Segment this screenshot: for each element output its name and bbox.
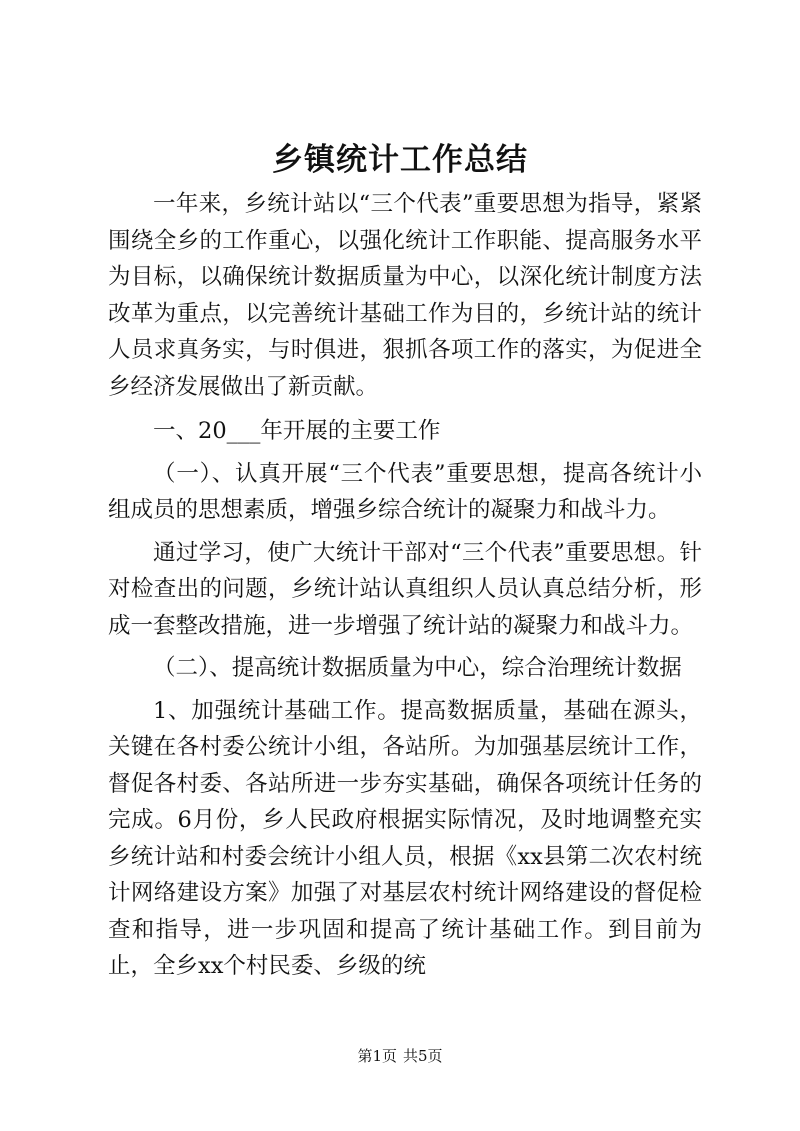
page-number-total: 共5页 <box>403 1047 443 1065</box>
intro-paragraph: 一年来，乡统计站以“三个代表”重要思想为指导，紧紧围绕全乡的工作重心，以强化统计工作职能、提高服务水平为目标，以确保统计数据质量为中心，以深化统计制度方法改革为重点，以完善统计基础工作为目的，乡统计站的统计人员求真务实，与时俱进，狠抓各项工作的落实，为促进全乡经济发展做出了新贡献。 <box>108 191 702 400</box>
subsection-heading-2: （二）、提高统计数据质量为中心，综合治理统计数据 <box>153 655 682 681</box>
page-footer <box>0 1046 800 1066</box>
body-paragraph: 通过学习，使广大统计干部对“三个代表”重要思想。针对检查出的问题，乡统计站认真组织人员认真总结分析，形成一套整改措施，进一步增强了统计站的凝聚力和战斗力。 <box>108 539 702 639</box>
body-paragraph: 1、加强统计基础工作。提高数据质量，基础在源头，关键在各村委公统计小组，各站所。为加强基层统计工作，督促各村委、各站所进一步夯实基础，确保各项统计任务的完成。6月份，乡人民政府根据实际情况，及时地调整充实乡统计站和村委会统计小组人员，根据《xx县第二次农村统计网络建设方案》加强了对基层农村统计网络建设的督促检查和指导，进一步巩固和提高了统计基础工作。到目前为止，全乡xx个村民委、乡级的统 <box>108 697 702 979</box>
section-heading: 一、20___年开展的主要工作 <box>153 418 441 444</box>
document-title: 乡镇统计工作总结 <box>272 142 528 178</box>
page-number-current: 第1页 <box>357 1047 397 1065</box>
document-body <box>108 186 702 985</box>
subsection-heading-1: （一）、认真开展“三个代表”重要思想，提高各统计小组成员的思想素质，增强乡综合统计的凝聚力和战斗力。 <box>108 460 702 523</box>
